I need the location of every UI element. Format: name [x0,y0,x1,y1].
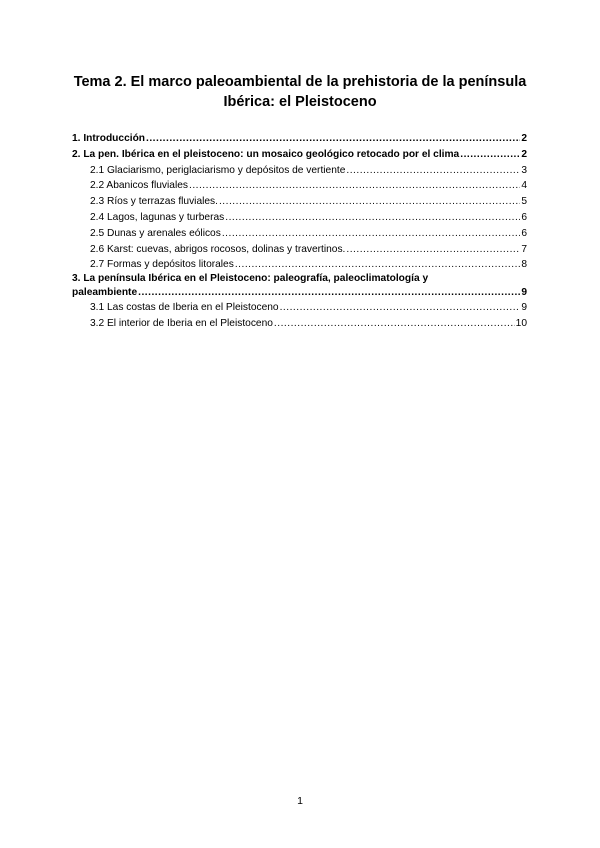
toc-entry-rios-terrazas[interactable] [72,194,527,210]
toc-entry-label: 1. Introducción [72,133,146,144]
toc-entry-costas-iberia[interactable] [72,300,527,316]
toc-entry-page: 9 [521,286,527,298]
toc-entry-label: 2. La pen. Ibérica en el pleistoceno: un mosaico geológico retocado por el clima [72,148,460,160]
toc-entry-page: 10 [515,317,527,329]
toc-entry-page: 6 [521,211,527,223]
toc-entry-pen-iberica-pleistoceno[interactable] [72,147,527,163]
toc-dot-leader [225,210,520,226]
toc-dot-leader [346,163,520,179]
toc-entry-page: 9 [521,301,527,313]
toc-entry-label: 2.4 Lagos, lagunas y turberas [90,211,225,223]
toc-entry-lagos-lagunas[interactable] [72,210,527,226]
toc-entry-line-2 [72,286,527,300]
toc-entry-label-line-2: paleambiente [72,286,138,298]
toc-entry-page: 3 [521,164,527,176]
toc-dot-leader [460,147,520,163]
toc-entry-interior-iberia[interactable] [72,316,527,332]
toc-dot-leader [235,257,521,273]
toc-dot-leader [146,131,520,147]
toc-entry-formas-litorales[interactable] [72,257,527,273]
toc-entry-page: 4 [521,180,527,192]
page-number: 1 [297,795,303,807]
toc-entry-label-line-1: 3. La península Ibérica en el Pleistoceno: paleografía, paleoclimatología y [72,273,429,285]
toc-entry-page: 6 [521,227,527,239]
toc-dot-leader [280,300,521,316]
toc-entry-label: 2.2 Abanicos fluviales [90,180,188,192]
toc-entry-page: 2 [521,148,527,160]
toc-entry-page: 8 [521,259,527,271]
document-title [60,72,540,112]
toc-entry-introduccion[interactable] [72,131,527,147]
toc-dot-leader [222,226,521,242]
toc-dot-leader [189,178,520,194]
toc-entry-abanicos-fluviales[interactable] [72,178,527,194]
toc-entry-page: 2 [521,133,527,144]
title-line-1: Tema 2. El marco paleoambiental de la prehistoria de la península [73,74,527,90]
toc-entry-label: 3.2 El interior de Iberia en el Pleistoceno [90,317,273,329]
toc-dot-leader [219,194,520,210]
toc-entry-label: 2.7 Formas y depósitos litorales [90,259,234,271]
toc-entry-glaciarismo[interactable] [72,163,527,179]
title-line-2: Ibérica: el Pleistoceno [223,94,377,110]
toc-dot-leader [274,316,515,332]
toc-entry-label: 2.1 Glaciarismo, periglaciarismo y depósitos de vertiente [90,164,346,176]
toc-entry-label: 2.5 Dunas y arenales eólicos [90,227,221,239]
toc-entry-label: 2.6 Karst: cuevas, abrigos rocosos, dolinas y travertinos. [90,243,346,255]
toc-entry-label: 2.3 Ríos y terrazas fluviales. [90,196,218,208]
toc-dot-leader [138,286,520,300]
toc-entry-label: 3.1 Las costas de Iberia en el Pleistoceno [90,301,279,313]
table-of-contents [72,131,527,331]
toc-entry-peninsula-paleografia[interactable] [72,273,527,300]
toc-entry-page: 7 [521,243,527,255]
toc-entry-dunas-arenales[interactable] [72,226,527,242]
toc-entry-karst[interactable] [72,242,527,258]
toc-entry-page: 5 [521,196,527,208]
toc-dot-leader [346,242,520,258]
